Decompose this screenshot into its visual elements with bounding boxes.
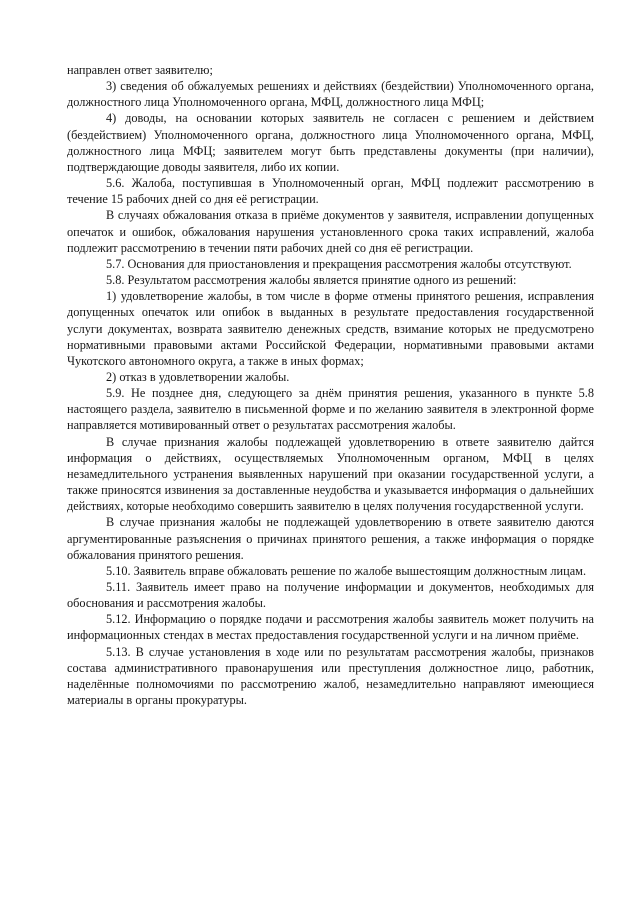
paragraph-5-13: 5.13. В случае установления в ходе или по результатам рассмотрения жалобы, признаков состава административного правонарушения или преступления должностное лицо, работник, наделённые полномочиями по рассмотрению жалоб, незамедлительно направляют имеющиеся материалы в органы прокуратуры. (67, 644, 594, 708)
paragraph-5-12: 5.12. Информацию о порядке подачи и рассмотрения жалобы заявитель может получить на информационных стендах в местах предоставления государственной услуги и на личном приёме. (67, 612, 594, 643)
paragraph-5-9-rejected: В случае признания жалобы не подлежащей удовлетворению в ответе заявителю даются аргументированные разъяснения о причинах принятого решения, а также информация о порядке обжалования принятого решения. (67, 515, 594, 562)
paragraph-5-8: 5.8. Результатом рассмотрения жалобы является принятие одного из решений: (106, 273, 517, 288)
paragraph-5-6: 5.6. Жалоба, поступившая в Уполномоченный орган, МФЦ подлежит рассмотрению в течение 15 рабочих дней со дня её регистрации. (67, 176, 594, 207)
paragraph-5-8-item-1: 1) удовлетворение жалобы, в том числе в форме отмены принятого решения, исправления допущенных опечаток или опибок в выданных в результате предоставления государственной услуги документах, возврата заявителю денежных средств, взимание которых не предусмотрено нормативными правовыми актами Российской Федерации, нормативными правовыми актами Чукотского автономного округа, а также в иных формах; (67, 289, 594, 368)
paragraph-item-4: 4) доводы, на основании которых заявитель не согласен с решением и действием (бездействием) Уполномоченного органа, должностного лица Уполномоченного органа, МФЦ, должностного лица МФЦ; заявителем могут быть представлены документы (при наличии), подтверждающие доводы заявителя, либо их копии. (67, 111, 594, 174)
paragraph-5-11: 5.11. Заявитель имеет право на получение информации и документов, необходимых для обоснования и рассмотрения жалобы. (67, 580, 594, 611)
paragraph-5-9: 5.9. Не позднее дня, следующего за днём принятия решения, указанного в пункте 5.8 настоящего раздела, заявителю в письменной форме и по желанию заявителя в электронной форме направляется мотивированный ответ о результатах рассмотрения жалобы. (67, 386, 594, 433)
paragraph-5-6-refusal: В случаях обжалования отказа в приёме документов у заявителя, исправлении допущенных опечаток и ошибок, обжалования нарушения установленного срока таких исправлений, жалоба подлежит рассмотрению в течении пяти рабочих дней со дня её регистрации. (67, 208, 594, 255)
paragraph-5-9-satisfied: В случае признания жалобы подлежащей удовлетворению в ответе заявителю дайтся информация о действиях, осуществляемых Уполномоченным органом, МФЦ в целях незамедлительного устранения выявленных нарушений при оказании государственной услуги, а также приносятся извинения за доставленные неудобства и указывается информация о дальнейших действиях, которые необходимо совершить заявителю в целях получения государственной услуги. (67, 434, 594, 514)
paragraph-item-3: 3) сведения об обжалуемых решениях и действиях (бездействии) Уполномоченного органа, должностного лица Уполномоченного органа, МФЦ, должностного лица МФЦ; (67, 79, 594, 110)
paragraph-continuation: направлен ответ заявителю; (67, 63, 213, 77)
paragraph-5-7: 5.7. Основания для приостановления и прекращения рассмотрения жалобы отсутствуют. (106, 256, 572, 271)
paragraph-5-10: 5.10. Заявитель вправе обжаловать решение по жалобе вышестоящим должностным лицам. (106, 563, 587, 578)
paragraph-5-8-item-2: 2) отказ в удовлетворении жалобы. (106, 369, 290, 384)
